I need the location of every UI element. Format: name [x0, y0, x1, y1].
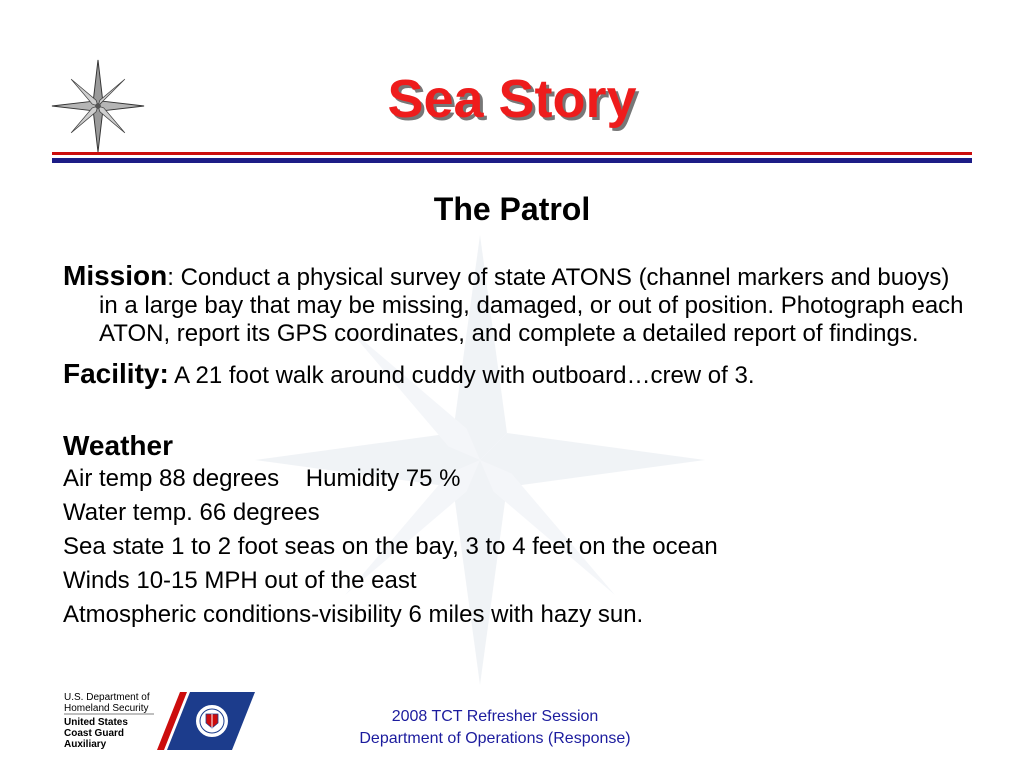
weather-line-visibility: Atmospheric conditions-visibility 6 miles with hazy sun.: [63, 601, 644, 628]
facility-paragraph: [63, 360, 963, 390]
title-divider-blue: [52, 158, 972, 163]
title-divider-red: [52, 152, 972, 155]
logo-line-3: United States: [64, 717, 128, 728]
logo-line-5: Auxiliary: [64, 739, 107, 750]
footer: [300, 706, 690, 750]
facility-separator: :: [159, 358, 169, 389]
weather-line-sea-state: Sea state 1 to 2 foot seas on the bay, 3 to 4 feet on the ocean: [63, 533, 718, 560]
facility-label: Facility: [63, 358, 160, 389]
slide-subtitle: The Patrol: [433, 191, 591, 227]
weather-heading: Weather: [63, 430, 173, 461]
mission-paragraph: [63, 262, 969, 348]
slide-body: [63, 262, 963, 632]
logo-line-1: U.S. Department of: [64, 692, 150, 703]
footer-line-2: Department of Operations (Response): [359, 730, 631, 747]
logo-line-2: Homeland Security: [64, 703, 149, 714]
logo-line-4: Coast Guard: [64, 728, 125, 739]
mission-label: Mission: [63, 260, 168, 291]
footer-line-1: 2008 TCT Refresher Session: [391, 708, 599, 725]
weather-line-winds: Winds 10-15 MPH out of the east: [63, 567, 417, 594]
coast-guard-auxiliary-logo: [62, 690, 257, 752]
weather-line-water-temp: Water temp. 66 degrees: [63, 499, 320, 526]
facility-text: A 21 foot walk around cuddy with outboard…crew of 3.: [168, 362, 755, 389]
slide-title: Sea Story: [387, 69, 637, 129]
mission-text: : Conduct a physical survey of state ATONS (channel markers and buoys) in a large bay that may be missing, damaged, or out of position. Photograph each ATON, report its GPS coordinates, and complete a detailed report of findings.: [99, 264, 964, 347]
weather-line-air-temp: Air temp 88 degrees Humidity 75 %: [63, 465, 461, 492]
